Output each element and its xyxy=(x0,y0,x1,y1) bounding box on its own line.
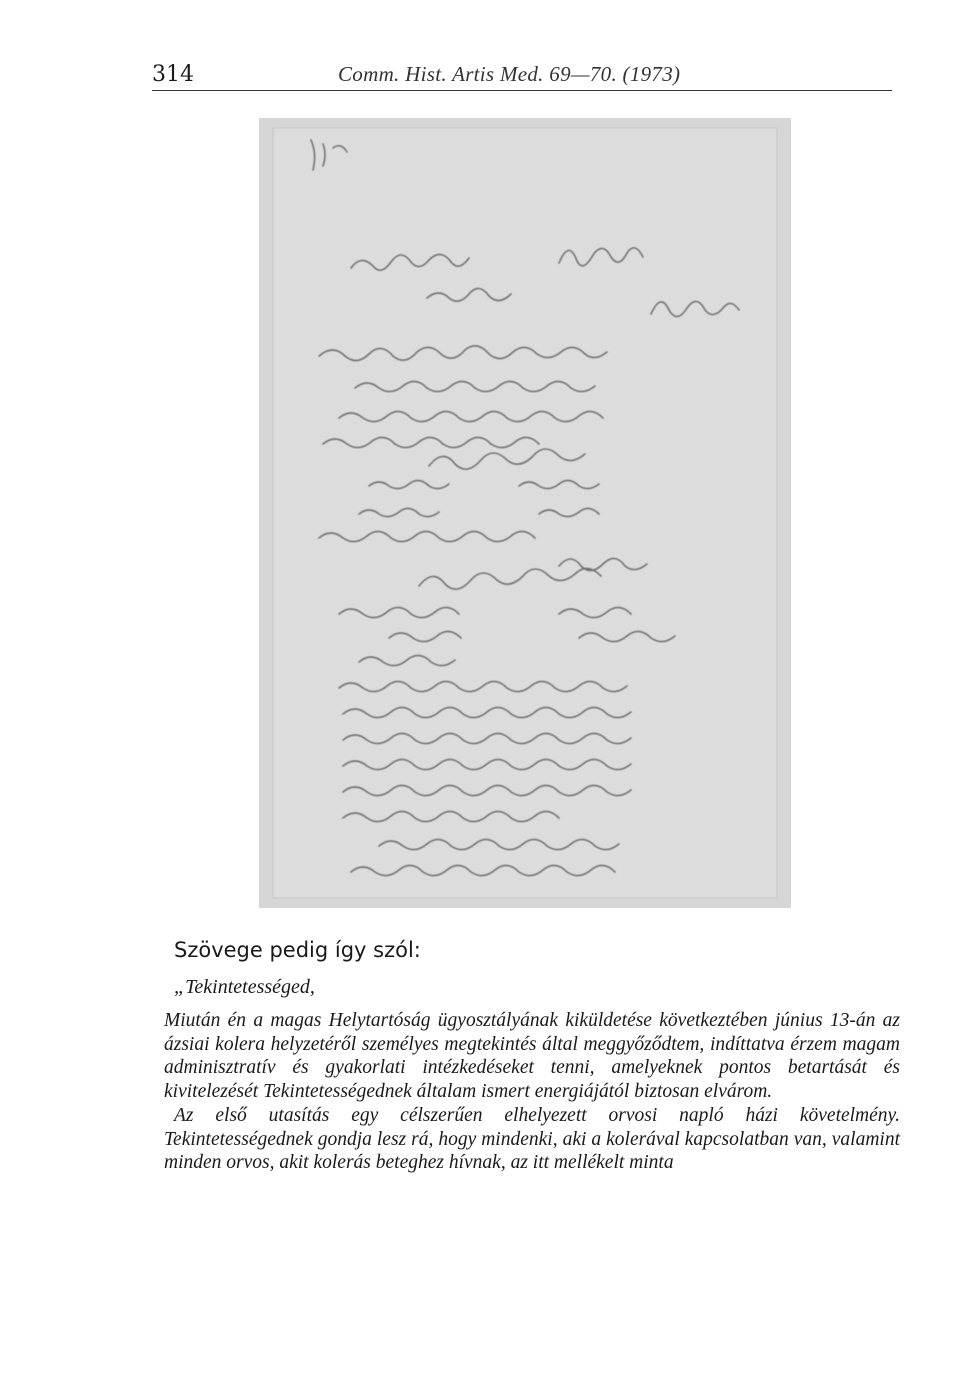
handwritten-letter-facsimile xyxy=(259,118,791,908)
letter-salutation: „Tekintetességed, xyxy=(174,976,315,998)
intro-line: Szövege pedig így szól: xyxy=(174,938,421,962)
handwriting-strokes xyxy=(259,118,791,908)
letter-paragraph-2: Az első utasítás egy célszerűen elhelyezett orvosi napló házi követelmény. Tekintetességednek gondja lesz rá, hogy mindenki, aki a kolerával kapcsolatban van, valamint minden orvos, akit kolerás beteghez hívnak, az itt mellékelt minta xyxy=(164,1104,900,1174)
journal-citation: Comm. Hist. Artis Med. 69—70. (1973) xyxy=(338,62,681,86)
article-body xyxy=(164,938,900,1175)
page-number: 314 xyxy=(152,62,194,87)
letter-paragraph-1: Miután én a magas Helytartóság ügyosztályának kiküldetése következtében június 13-án az ázsiai kolera helyzetéről személyes megtekintés által meggyőződtem, indíttatva érzem magam adminisztratív és gyakorlati intézkedéseket tenni, amelyeknek pontos betartását és kivitelezését Tekintetességednek általam ismert energiájától biztosan elvárom. xyxy=(164,1010,900,1103)
header-rule xyxy=(152,90,892,91)
running-header xyxy=(152,58,822,92)
